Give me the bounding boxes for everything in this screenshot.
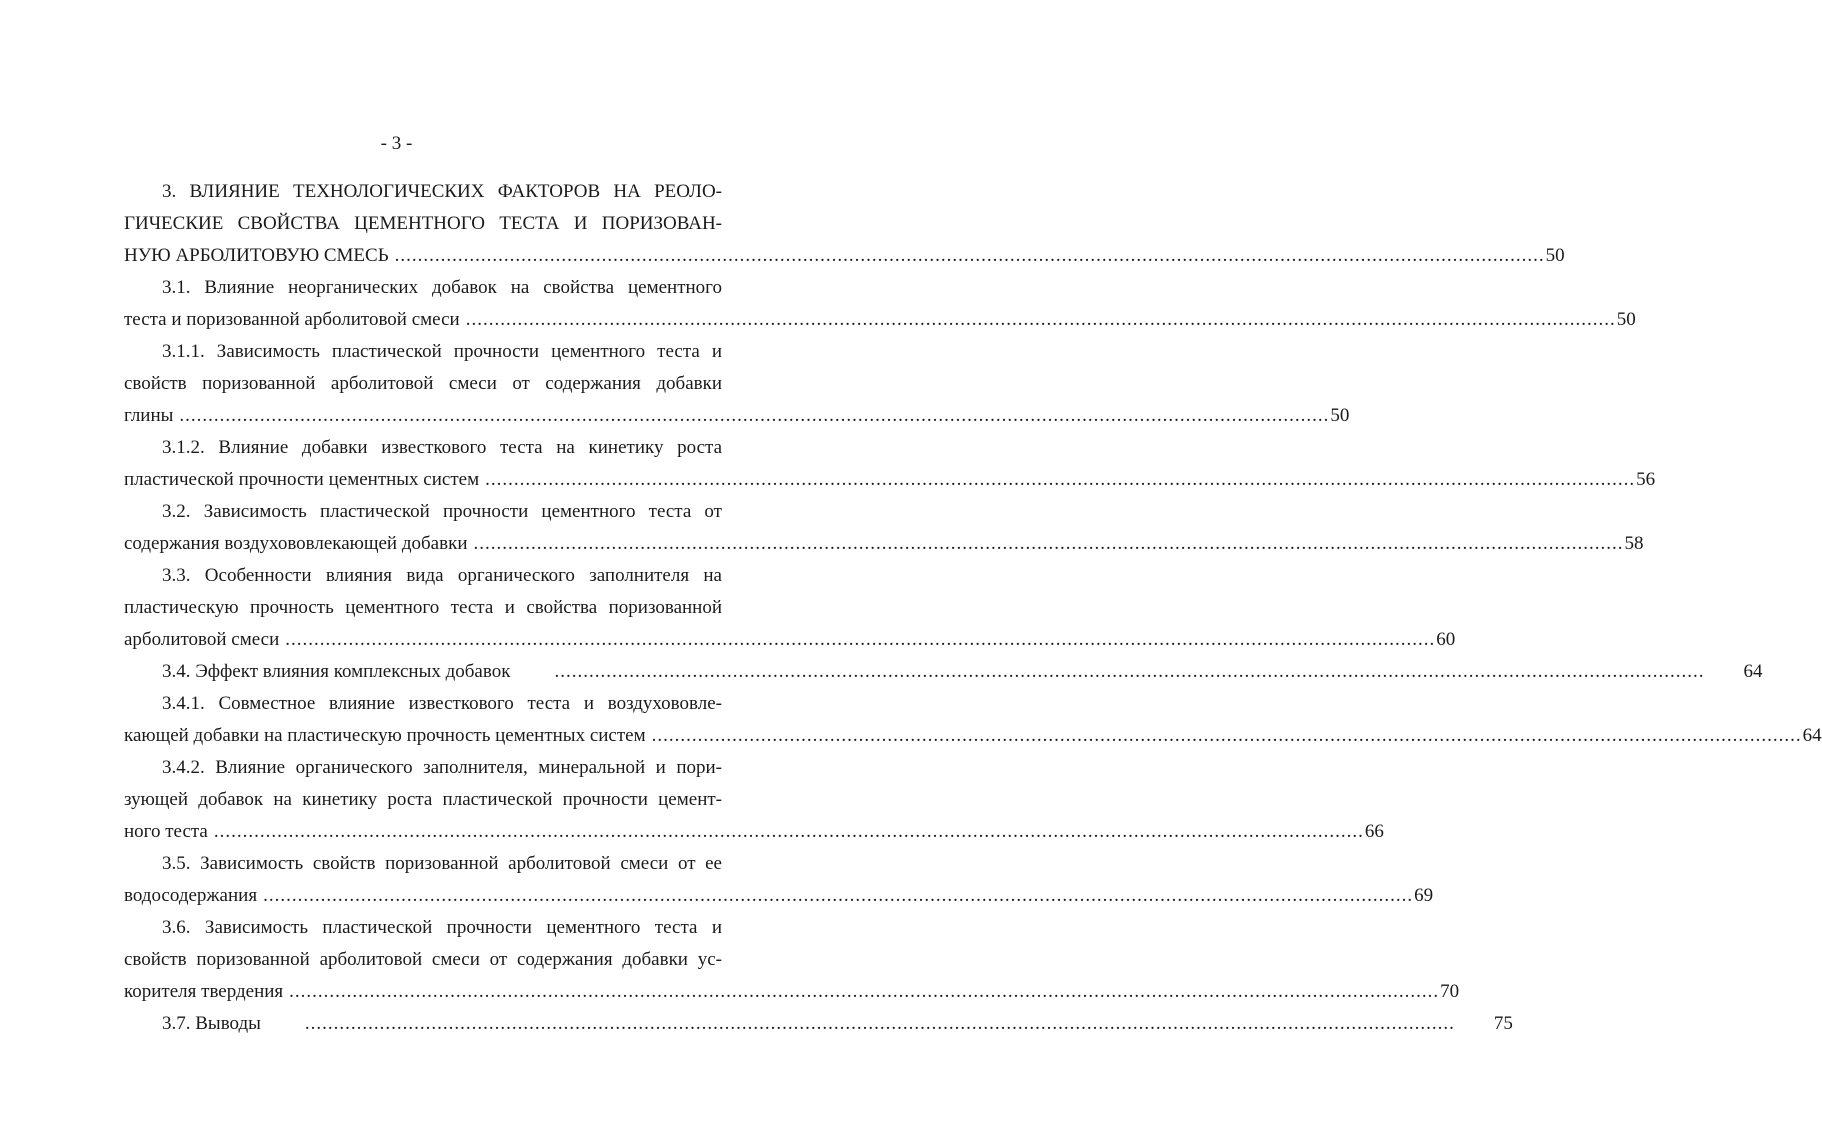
toc-entry-title: арболитовой смеси: [124, 629, 280, 650]
toc-entry: [124, 752, 1384, 848]
toc-entry: [124, 1008, 1513, 1040]
toc-entry-line: 3. ВЛИЯНИЕ ТЕХНОЛОГИЧЕСКИХ ФАКТОРОВ НА РЕОЛО-: [162, 181, 722, 202]
toc-entry-last-line[interactable]: [124, 816, 1384, 848]
toc-entry-last-line[interactable]: [124, 720, 1822, 752]
toc-entry-line: 3.1. Влияние неорганических добавок на свойства цементного: [162, 277, 722, 298]
toc-entry-line: 3.1.2. Влияние добавки известкового теста на кинетику роста: [162, 437, 722, 458]
page-number: - 3 -: [380, 133, 413, 154]
toc-entry: [124, 432, 1656, 496]
toc-entry-title: корителя твердения: [124, 981, 284, 1002]
toc-entry-last-line[interactable]: [124, 240, 1565, 272]
toc-entry-last-line[interactable]: [124, 528, 1644, 560]
toc-page-number: 50: [1330, 405, 1350, 426]
toc-entry-title: кающей добавки на пластическую прочность цементных систем: [124, 725, 646, 746]
toc-entry: [124, 656, 1763, 688]
dot-leader: ........................................................................................................................................................................................................: [179, 405, 1330, 426]
dot-leader: ........................................................................................................................................................................................................: [285, 629, 1436, 650]
toc-page-number: 69: [1414, 885, 1434, 906]
toc-entry: [124, 336, 1350, 432]
toc-entry-title: водосодержания: [124, 885, 258, 906]
toc-entry-title: глины: [124, 405, 174, 426]
toc-entry-last-line[interactable]: [124, 464, 1656, 496]
toc-page-number: 75: [1493, 1013, 1513, 1034]
toc-entry-last-line[interactable]: [124, 656, 1763, 688]
toc-entry-last-line[interactable]: [124, 976, 1460, 1008]
dot-leader: ........................................................................................................................................................................................................: [213, 821, 1364, 842]
dot-leader: ........................................................................................................................................................................................................: [554, 661, 1705, 682]
toc-entry-line: зующей добавок на кинетику роста пластической прочности цемент-: [124, 789, 722, 810]
toc-page-number: 50: [1616, 309, 1636, 330]
toc-page-number: 50: [1545, 245, 1565, 266]
toc-page-number: 70: [1440, 981, 1460, 1002]
toc-entry-last-line[interactable]: [124, 400, 1350, 432]
toc-entry-line: ГИЧЕСКИЕ СВОЙСТВА ЦЕМЕНТНОГО ТЕСТА И ПОРИЗОВАН-: [124, 213, 722, 234]
dot-leader: ........................................................................................................................................................................................................: [651, 725, 1802, 746]
toc-entry-title: 3.7. Выводы: [162, 1013, 261, 1034]
toc-entry-line: свойств поризованной арболитовой смеси от содержания добавки ус-: [124, 949, 722, 970]
toc-entry-last-line[interactable]: [124, 880, 1434, 912]
toc-page-number: 64: [1743, 661, 1763, 682]
dot-leader: ........................................................................................................................................................................................................: [289, 981, 1440, 1002]
toc-page-number: 66: [1364, 821, 1384, 842]
dot-leader: ........................................................................................................................................................................................................: [263, 885, 1414, 906]
dot-leader: ........................................................................................................................................................................................................: [485, 469, 1636, 490]
toc-entry-line: 3.4.1. Совместное влияние известкового теста и воздухововле-: [162, 693, 722, 714]
toc-entry-title: содержания воздухововлекающей добавки: [124, 533, 468, 554]
toc-entry: [124, 176, 1565, 272]
toc-entry-title: 3.4. Эффект влияния комплексных добавок: [162, 661, 511, 682]
dot-leader: ........................................................................................................................................................................................................: [394, 245, 1545, 266]
toc-entry: [124, 272, 1636, 336]
toc-entry-line: свойств поризованной арболитовой смеси от содержания добавки: [124, 373, 722, 394]
toc-page-number: 56: [1636, 469, 1656, 490]
toc-page-number: 58: [1624, 533, 1644, 554]
toc-entry-line: 3.6. Зависимость пластической прочности цементного теста и: [162, 917, 722, 938]
toc-entry-line: 3.5. Зависимость свойств поризованной арболитовой смеси от ее: [162, 853, 722, 874]
toc-entry-title: ного теста: [124, 821, 208, 842]
toc-entry-title: НУЮ АРБОЛИТОВУЮ СМЕСЬ: [124, 245, 389, 266]
toc-entry-title: теста и поризованной арболитовой смеси: [124, 309, 460, 330]
toc-page-number: 64: [1802, 725, 1822, 746]
table-of-contents: [124, 176, 1822, 1040]
toc-entry-line: пластическую прочность цементного теста и свойства поризованной: [124, 597, 722, 618]
dot-leader: ........................................................................................................................................................................................................: [473, 533, 1624, 554]
toc-entry-line: 3.4.2. Влияние органического заполнителя, минеральной и пори-: [162, 757, 722, 778]
toc-entry-last-line[interactable]: [124, 304, 1636, 336]
toc-entry-title: пластической прочности цементных систем: [124, 469, 480, 490]
toc-entry: [124, 848, 1434, 912]
toc-entry-last-line[interactable]: [124, 624, 1456, 656]
toc-entry-line: 3.2. Зависимость пластической прочности цементного теста от: [162, 501, 722, 522]
toc-entry: [124, 688, 1822, 752]
toc-entry-last-line[interactable]: [124, 1008, 1513, 1040]
dot-leader: ........................................................................................................................................................................................................: [465, 309, 1616, 330]
toc-entry: [124, 912, 1460, 1008]
toc-entry: [124, 496, 1644, 560]
toc-entry: [124, 560, 1456, 656]
toc-page-number: 60: [1436, 629, 1456, 650]
dot-leader: ........................................................................................................................................................................................................: [304, 1013, 1455, 1034]
toc-entry-line: 3.1.1. Зависимость пластической прочности цементного теста и: [162, 341, 722, 362]
toc-entry-line: 3.3. Особенности влияния вида органического заполнителя на: [162, 565, 722, 586]
